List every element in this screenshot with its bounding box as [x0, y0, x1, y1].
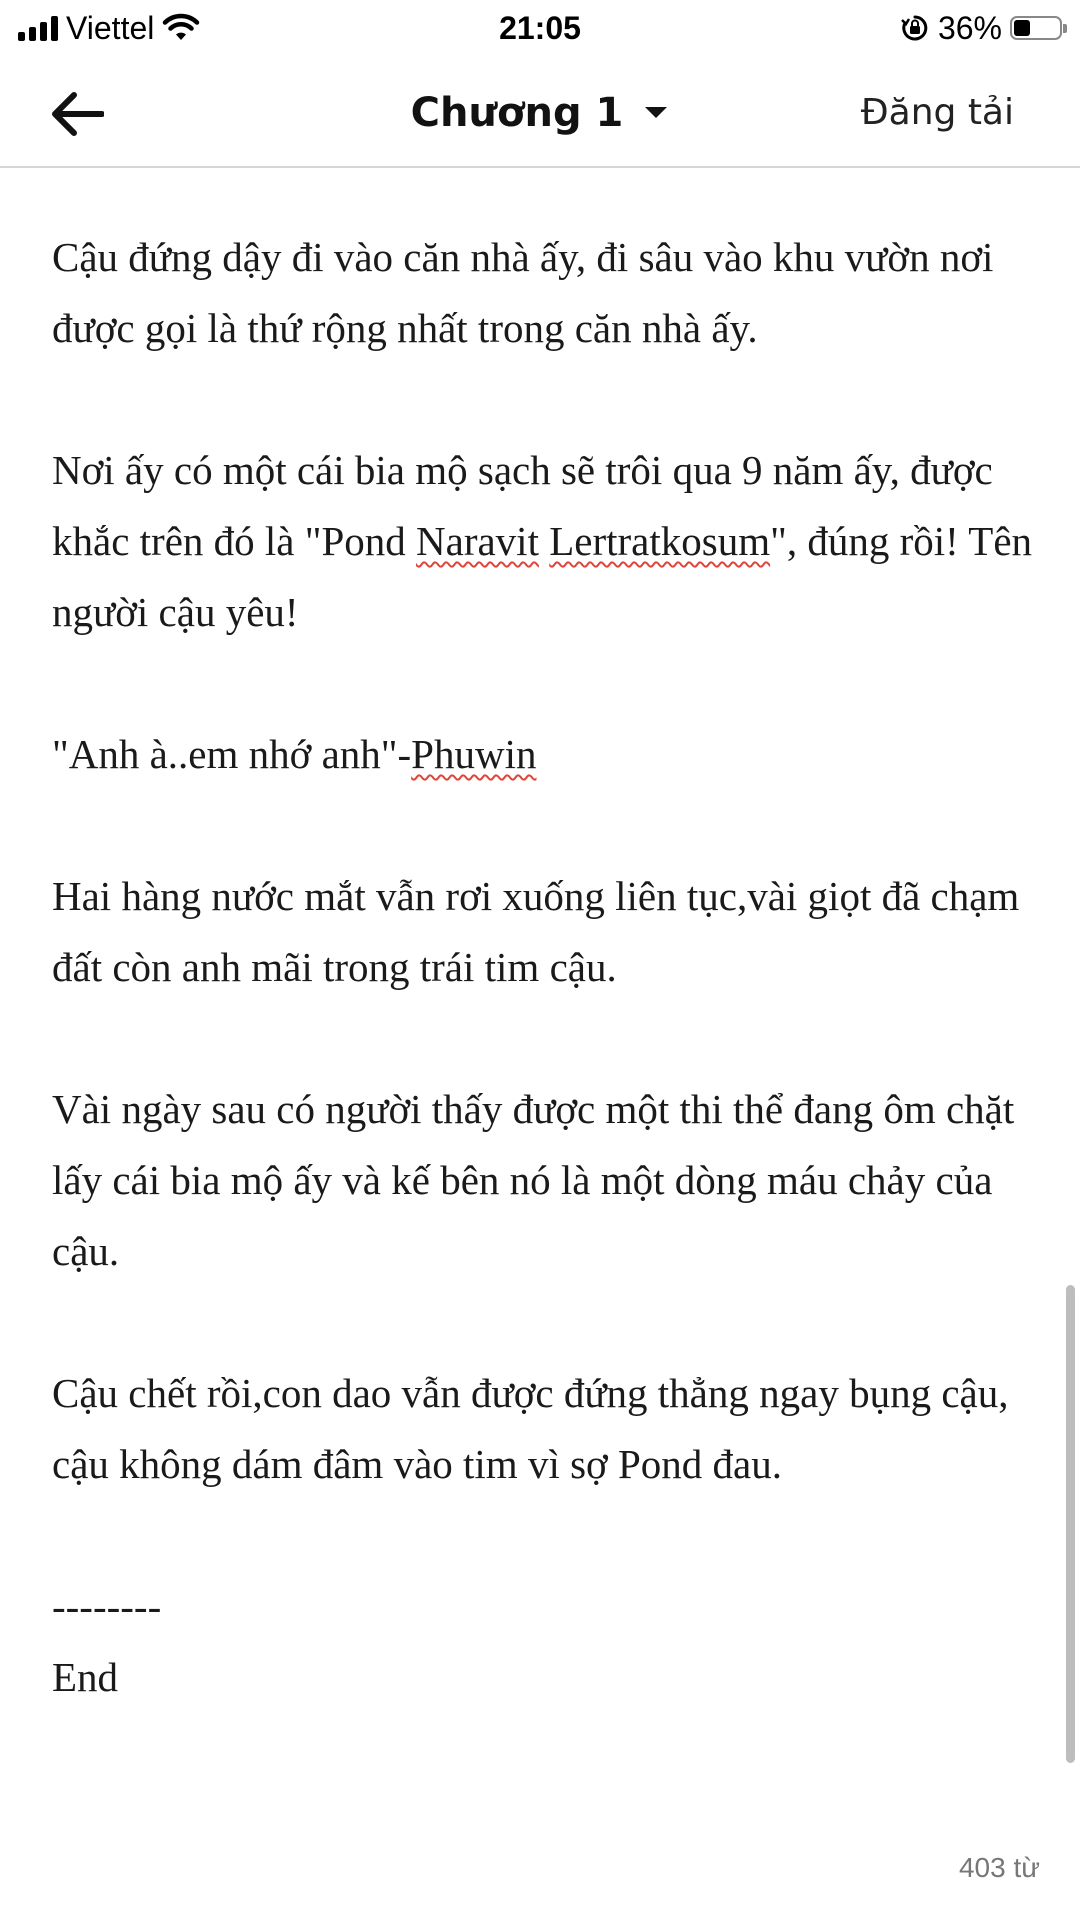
paragraph-2	[52, 435, 1042, 648]
chapter-title: Chương 1	[410, 90, 624, 136]
paragraph-3	[52, 719, 1042, 790]
caret-down-icon	[643, 105, 669, 121]
misspelled-word: Lertratkosum	[549, 518, 771, 564]
orientation-lock-icon	[900, 13, 930, 43]
status-bar	[0, 0, 1080, 60]
battery-percent: 36%	[937, 9, 1002, 46]
paragraph-4: Hai hàng nước mắt vẫn rơi xuống liên tục,vài giọt đã chạm đất còn anh mãi trong trái tim cậu.	[52, 873, 1020, 990]
paragraph-2-text-a: Nơi ấy có một cái bia mộ sạch sẽ trôi qua 9 năm ấy, được khắc trên đó là "Pond	[52, 447, 993, 564]
paragraph-2-text-b: ", đúng rồi! Tên người cậu yêu!	[52, 518, 1033, 635]
misspelled-word: Phuwin	[411, 731, 537, 777]
end-text: End	[52, 1654, 119, 1700]
word-count: 403 từ	[958, 1852, 1040, 1883]
paragraph-1: Cậu đứng dậy đi vào căn nhà ấy, đi sâu vào khu vườn nơi được gọi là thứ rộng nhất trong căn nhà ấy.	[52, 234, 994, 351]
paragraph-3-text: "Anh à..em nhớ anh"-	[52, 731, 412, 777]
battery-icon	[1010, 16, 1062, 40]
status-time: 21:05	[499, 10, 581, 46]
paragraph-5: Vài ngày sau có người thấy được một thi thể đang ôm chặt lấy cái bia mộ ấy và kế bên nó là một dòng máu chảy của cậu.	[52, 1086, 1015, 1274]
battery-level	[1014, 20, 1030, 36]
chapter-content[interactable]	[52, 222, 1042, 1824]
top-nav-bar	[0, 60, 1080, 168]
carrier-name: Viettel	[66, 9, 155, 46]
publish-button[interactable]: Đăng tải	[860, 92, 1014, 133]
paragraph-6: Cậu chết rồi,con dao vẫn được đứng thẳng ngay bụng cậu, cậu không dám đâm vào tim vì sợ Pond đau.	[52, 1370, 1009, 1487]
misspelled-word: Naravit	[416, 518, 539, 564]
status-right	[900, 8, 1062, 48]
separator-line: --------	[52, 1583, 162, 1629]
scrollbar[interactable]	[1066, 1285, 1075, 1763]
